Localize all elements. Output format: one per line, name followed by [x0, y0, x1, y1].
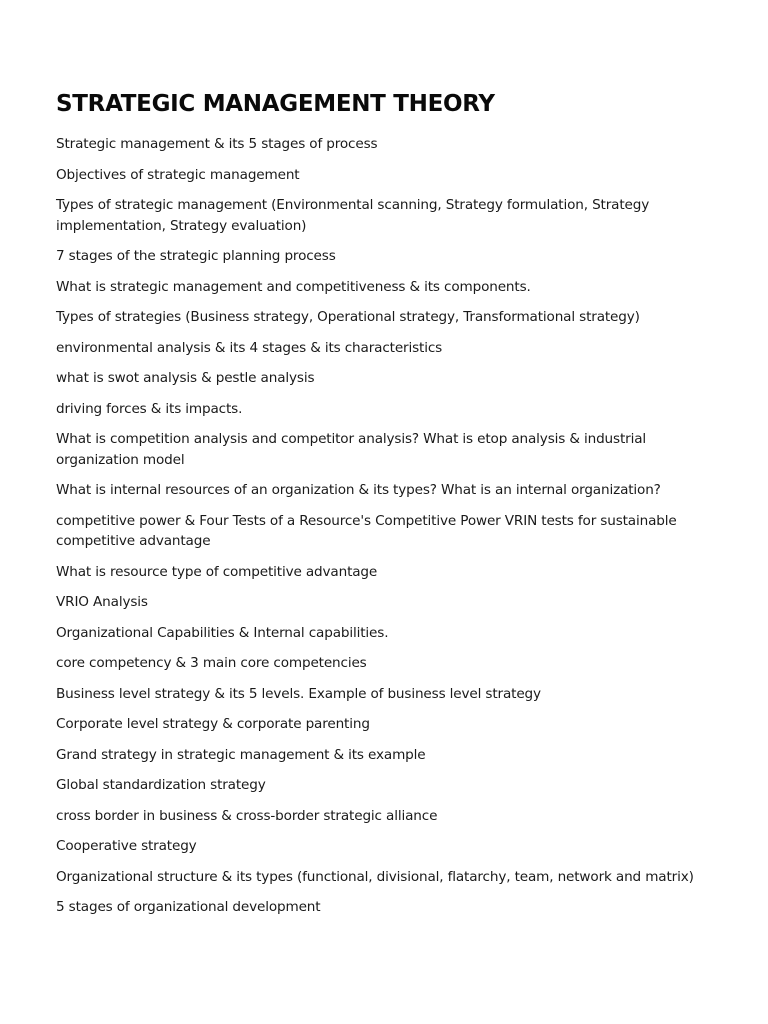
topic-item: What is competition analysis and competitor analysis? What is etop analysis & industrial organization model	[56, 431, 647, 468]
topic-item: Cooperative strategy	[56, 838, 197, 854]
document-title: STRATEGIC MANAGEMENT THEORY	[56, 91, 495, 117]
topic-item: Strategic management & its 5 stages of process	[56, 136, 378, 152]
topic-item: Corporate level strategy & corporate parenting	[56, 716, 370, 732]
topic-list	[56, 134, 706, 918]
topic-item: Organizational structure & its types (functional, divisional, flatarchy, team, network and matrix)	[56, 868, 694, 885]
topic-item: Types of strategies (Business strategy, Operational strategy, Transformational strategy)	[56, 309, 640, 325]
topic-item: Business level strategy & its 5 levels. Example of business level strategy	[56, 685, 541, 702]
topic-item: environmental analysis & its 4 stages & its characteristics	[56, 339, 443, 356]
topic-item: driving forces & its impacts.	[56, 400, 243, 417]
topic-item: Types of strategic management (Environmental scanning, Strategy formulation, Strategy implementation, Strategy evaluation)	[56, 197, 650, 234]
topic-item: 5 stages of organizational development	[56, 899, 321, 915]
topic-item: What is strategic management and competitiveness & its components.	[56, 278, 531, 295]
document-page	[56, 88, 706, 928]
topic-item: Organizational Capabilities & Internal capabilities.	[56, 624, 389, 641]
topic-item: Global standardization strategy	[56, 777, 266, 793]
topic-item: 7 stages of the strategic planning process	[56, 248, 336, 264]
topic-item: Objectives of strategic management	[56, 166, 300, 183]
topic-item: cross border in business & cross-border strategic alliance	[56, 807, 438, 824]
topic-item: core competency & 3 main core competencies	[56, 655, 367, 671]
topic-item: What is internal resources of an organization & its types? What is an internal organization?	[56, 482, 661, 498]
topic-item: competitive power & Four Tests of a Resource's Competitive Power VRIN tests for sustainable competitive advantage	[56, 512, 677, 549]
topic-item: Grand strategy in strategic management & its example	[56, 746, 426, 763]
topic-item: What is resource type of competitive advantage	[56, 563, 378, 580]
topic-item: what is swot analysis & pestle analysis	[56, 370, 315, 386]
topic-item: VRIO Analysis	[56, 594, 148, 610]
